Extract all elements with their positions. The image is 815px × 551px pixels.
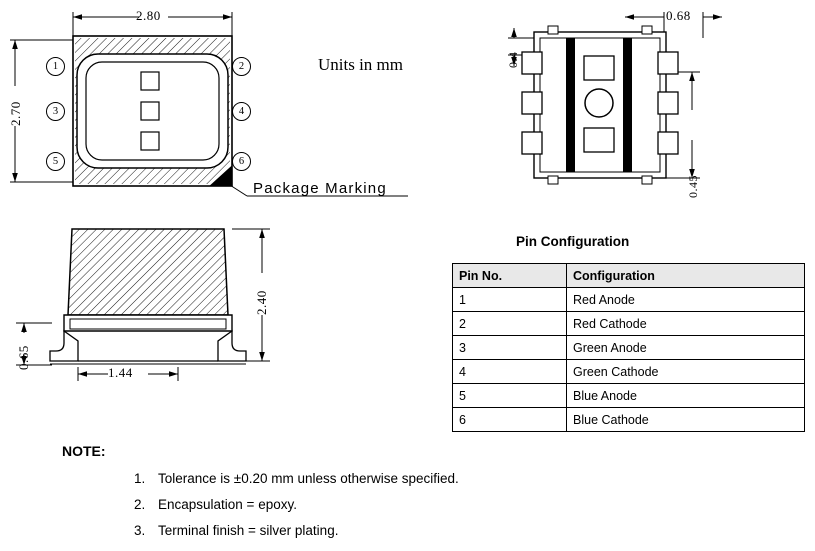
side-view-drawing bbox=[0, 215, 300, 430]
cell-configuration: Blue Cathode bbox=[567, 408, 805, 432]
bottom-view-drawing bbox=[470, 0, 815, 215]
note-text: Terminal finish = silver plating. bbox=[158, 523, 339, 538]
cell-configuration: Red Anode bbox=[567, 288, 805, 312]
cell-pin-no: 3 bbox=[453, 336, 567, 360]
dim-foot-0p65: 0.65 bbox=[16, 345, 31, 370]
units-note: Units in mm bbox=[318, 55, 404, 74]
package-marking-label: Package Marking bbox=[253, 180, 387, 197]
note-item bbox=[134, 471, 622, 486]
table-row bbox=[453, 384, 805, 408]
pin-marker-5: 5 bbox=[46, 152, 65, 171]
table-header-row bbox=[453, 264, 805, 288]
pin-marker-1: 1 bbox=[46, 57, 65, 76]
dim-pad-0p68: 0.68 bbox=[666, 8, 691, 23]
top-view-drawing bbox=[0, 0, 470, 215]
pin-configuration-title: Pin Configuration bbox=[516, 234, 630, 249]
note-number: 1. bbox=[134, 471, 146, 486]
dim-height-2p40: 2.40 bbox=[254, 290, 269, 315]
pin-marker-6: 6 bbox=[232, 152, 251, 171]
cell-pin-no: 5 bbox=[453, 384, 567, 408]
cell-pin-no: 1 bbox=[453, 288, 567, 312]
table-row bbox=[453, 408, 805, 432]
dim-height-2p70: 2.70 bbox=[8, 101, 23, 126]
table-row bbox=[453, 360, 805, 384]
pin-marker-3: 3 bbox=[46, 102, 65, 121]
note-item bbox=[134, 497, 622, 512]
table-row bbox=[453, 336, 805, 360]
cell-pin-no: 4 bbox=[453, 360, 567, 384]
cell-pin-no: 2 bbox=[453, 312, 567, 336]
side-view-svg bbox=[0, 215, 300, 430]
table-row bbox=[453, 288, 805, 312]
dim-width-2p80: 2.80 bbox=[136, 8, 161, 23]
column-header-configuration: Configuration bbox=[567, 264, 805, 288]
table-row bbox=[453, 312, 805, 336]
dim-gap-0p4: 0.4 bbox=[506, 51, 520, 68]
cell-configuration: Red Cathode bbox=[567, 312, 805, 336]
pin-marker-2: 2 bbox=[232, 57, 251, 76]
dim-width-1p44: 1.44 bbox=[108, 365, 133, 380]
note-number: 2. bbox=[134, 497, 146, 512]
pin-configuration-table bbox=[452, 263, 805, 432]
cell-pin-no: 6 bbox=[453, 408, 567, 432]
dim-pad-0p45: 0.45 bbox=[686, 175, 700, 198]
column-header-pin-no: Pin No. bbox=[453, 264, 567, 288]
notes-title: NOTE: bbox=[62, 443, 106, 459]
cell-configuration: Green Anode bbox=[567, 336, 805, 360]
pin-marker-4: 4 bbox=[232, 102, 251, 121]
note-number: 3. bbox=[134, 523, 146, 538]
cell-configuration: Blue Anode bbox=[567, 384, 805, 408]
note-text: Encapsulation = epoxy. bbox=[158, 497, 297, 512]
bottom-view-svg bbox=[470, 0, 815, 215]
cell-configuration: Green Cathode bbox=[567, 360, 805, 384]
note-item bbox=[134, 523, 622, 538]
notes-section bbox=[62, 443, 622, 549]
note-text: Tolerance is ±0.20 mm unless otherwise specified. bbox=[158, 471, 459, 486]
